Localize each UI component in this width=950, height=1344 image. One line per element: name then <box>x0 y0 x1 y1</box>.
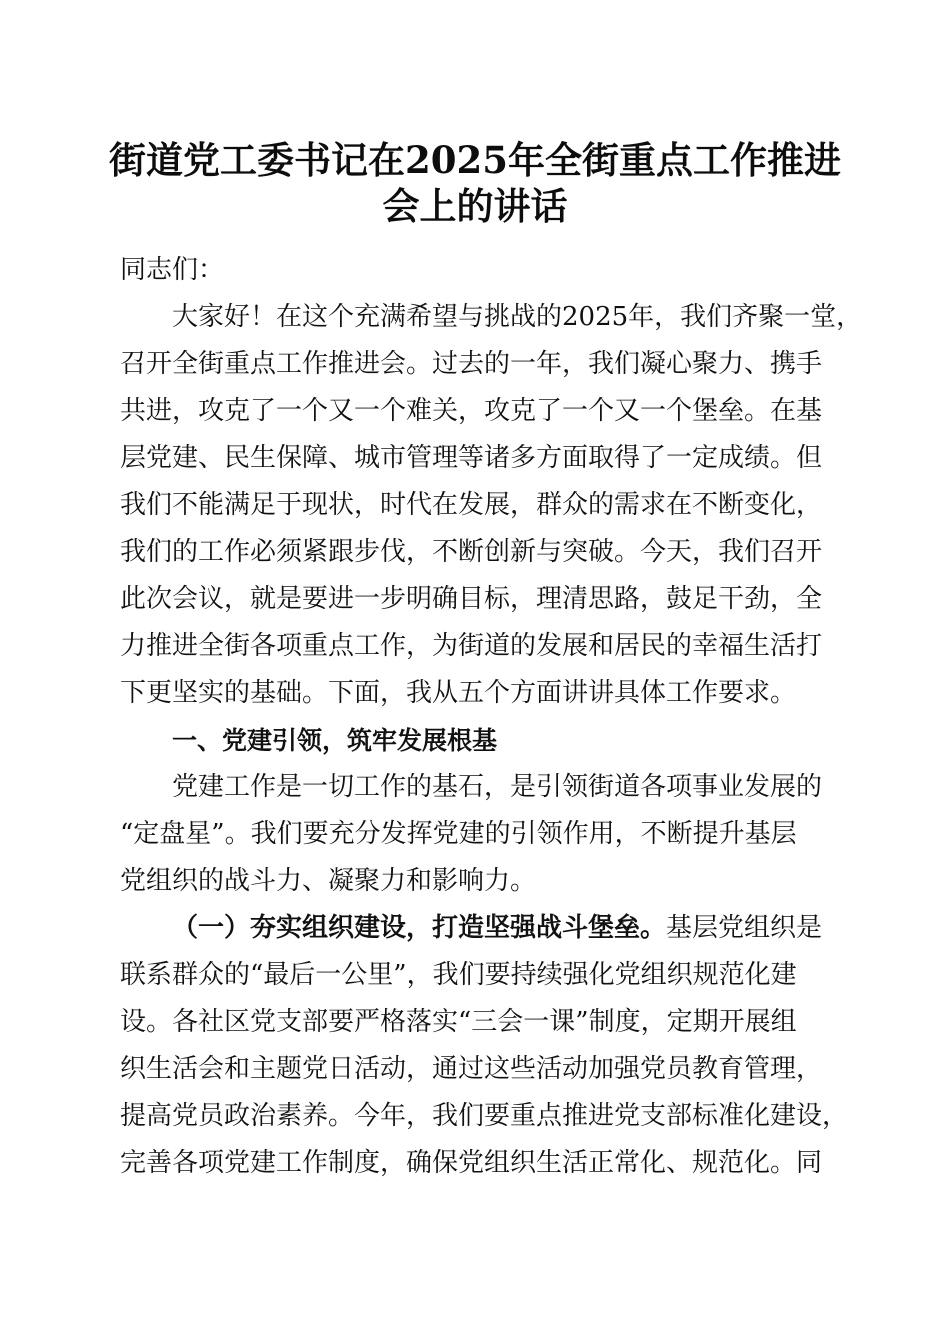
paragraph-line: 设。各社区党支部要严格落实“三会一课”制度，定期开展组 <box>120 1007 797 1037</box>
subsection-line <box>120 905 832 952</box>
document-body <box>120 247 863 1187</box>
paragraph-line: 力推进全街各项重点工作，为街道的发展和居民的幸福生活打 <box>120 631 823 661</box>
section-heading: 一、党建引领，筑牢发展根基 <box>172 726 498 755</box>
paragraph-line: “定盘星”。我们要充分发挥党建的引领作用，不断提升基层 <box>120 819 797 849</box>
paragraph-line: 联系群众的“最后一公里”，我们要持续强化党组织规范化建 <box>120 960 797 990</box>
paragraph-line: 我们不能满足于现状，时代在发展，群众的需求在不断变化， <box>120 490 823 520</box>
paragraph-line: 织生活会和主题党日活动，通过这些活动加强党员教育管理， <box>120 1054 823 1084</box>
paragraph-line: 此次会议，就是要进一步明确目标，理清思路，鼓足干劲，全 <box>120 584 823 614</box>
paragraph-line: 我们的工作必须紧跟步伐，不断创新与突破。今天，我们召开 <box>120 537 823 567</box>
document-title-line-1: 街道党工委书记在2025年全街重点工作推进 <box>109 138 841 182</box>
paragraph-line: 层党建、民生保障、城市管理等诸多方面取得了一定成绩。但 <box>120 443 823 473</box>
subsection-text: 基层党组织是 <box>666 913 823 943</box>
paragraph-line: 党建工作是一切工作的基石，是引领街道各项事业发展的 <box>172 772 823 802</box>
paragraph-line: 下更坚实的基础。下面，我从五个方面讲讲具体工作要求。 <box>120 678 797 708</box>
paragraph-line: 完善各项党建工作制度，确保党组织生活正常化、规范化。同 <box>120 1148 823 1178</box>
paragraph-line: 召开全街重点工作推进会。过去的一年，我们凝心聚力、携手 <box>120 349 823 379</box>
paragraph-line: 提高党员政治素养。今年，我们要重点推进党支部标准化建设， <box>120 1101 849 1131</box>
paragraph-line: 党组织的战斗力、凝聚力和影响力。 <box>120 866 537 896</box>
salutation: 同志们： <box>120 255 225 285</box>
document-title-line-2: 会上的讲话 <box>382 184 568 228</box>
subsection-heading: （一）夯实组织建设，打造坚强战斗堡垒。 <box>172 913 667 943</box>
paragraph-line: 共进，攻克了一个又一个难关，攻克了一个又一个堡垒。在基 <box>120 396 823 426</box>
paragraph-line: 大家好！在这个充满希望与挑战的2025年，我们齐聚一堂， <box>172 302 863 332</box>
